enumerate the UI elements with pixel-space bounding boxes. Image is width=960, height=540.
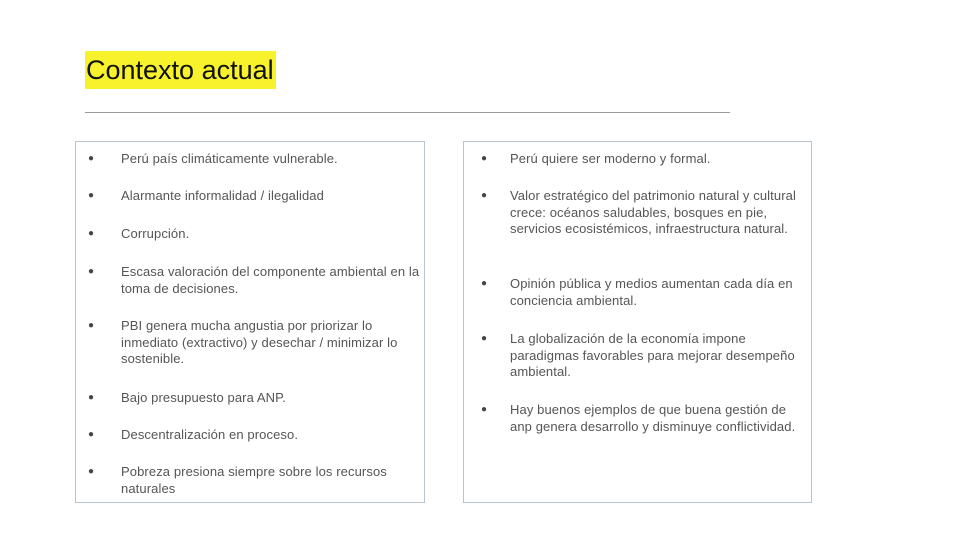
bullet-icon: ● [481,404,488,415]
bullet-icon: ● [88,190,95,201]
bullet-icon: ● [481,278,488,289]
bullet-icon: ● [88,392,95,403]
page-title: Contexto actual [85,51,276,89]
bullet-icon: ● [88,228,95,239]
right-panel [463,141,812,503]
list-item-text: Corrupción. [121,226,190,241]
list-item-text: La globalización de la economía impone paradigmas favorables para mejorar desempeño ambiental. [510,331,795,379]
bullet-icon: ● [88,466,95,477]
list-item-text: Pobreza presiona siempre sobre los recursos naturales [121,464,387,496]
list-item-text: Perú país climáticamente vulnerable. [121,151,338,166]
list-item-text: Escasa valoración del componente ambiental en la toma de decisiones. [121,264,420,296]
bullet-icon: ● [88,320,95,331]
bullet-icon: ● [481,190,488,201]
bullet-icon: ● [88,153,95,164]
list-item-text: Bajo presupuesto para ANP. [121,390,286,405]
bullet-icon: ● [481,333,488,344]
bullet-icon: ● [88,266,95,277]
list-item-text: Opinión pública y medios aumentan cada día en conciencia ambiental. [510,276,793,308]
list-item-text: Descentralización en proceso. [121,427,299,442]
title-divider [85,112,730,113]
bullet-icon: ● [88,429,95,440]
list-item-text: Valor estratégico del patrimonio natural y cultural crece: océanos saludables, bosques en pie, servicios ecosistémicos, infraestructura natural. [510,188,796,236]
left-panel [75,141,425,503]
list-item-text: PBI genera mucha angustia por priorizar lo inmediato (extractivo) y desechar / minimizar lo sostenible. [121,318,398,366]
list-item-text: Perú quiere ser moderno y formal. [510,151,711,166]
bullet-icon: ● [481,153,488,164]
list-item-text: Hay buenos ejemplos de que buena gestión de anp genera desarrollo y disminuye conflictividad. [510,402,796,434]
list-item-text: Alarmante informalidad / ilegalidad [121,188,324,203]
